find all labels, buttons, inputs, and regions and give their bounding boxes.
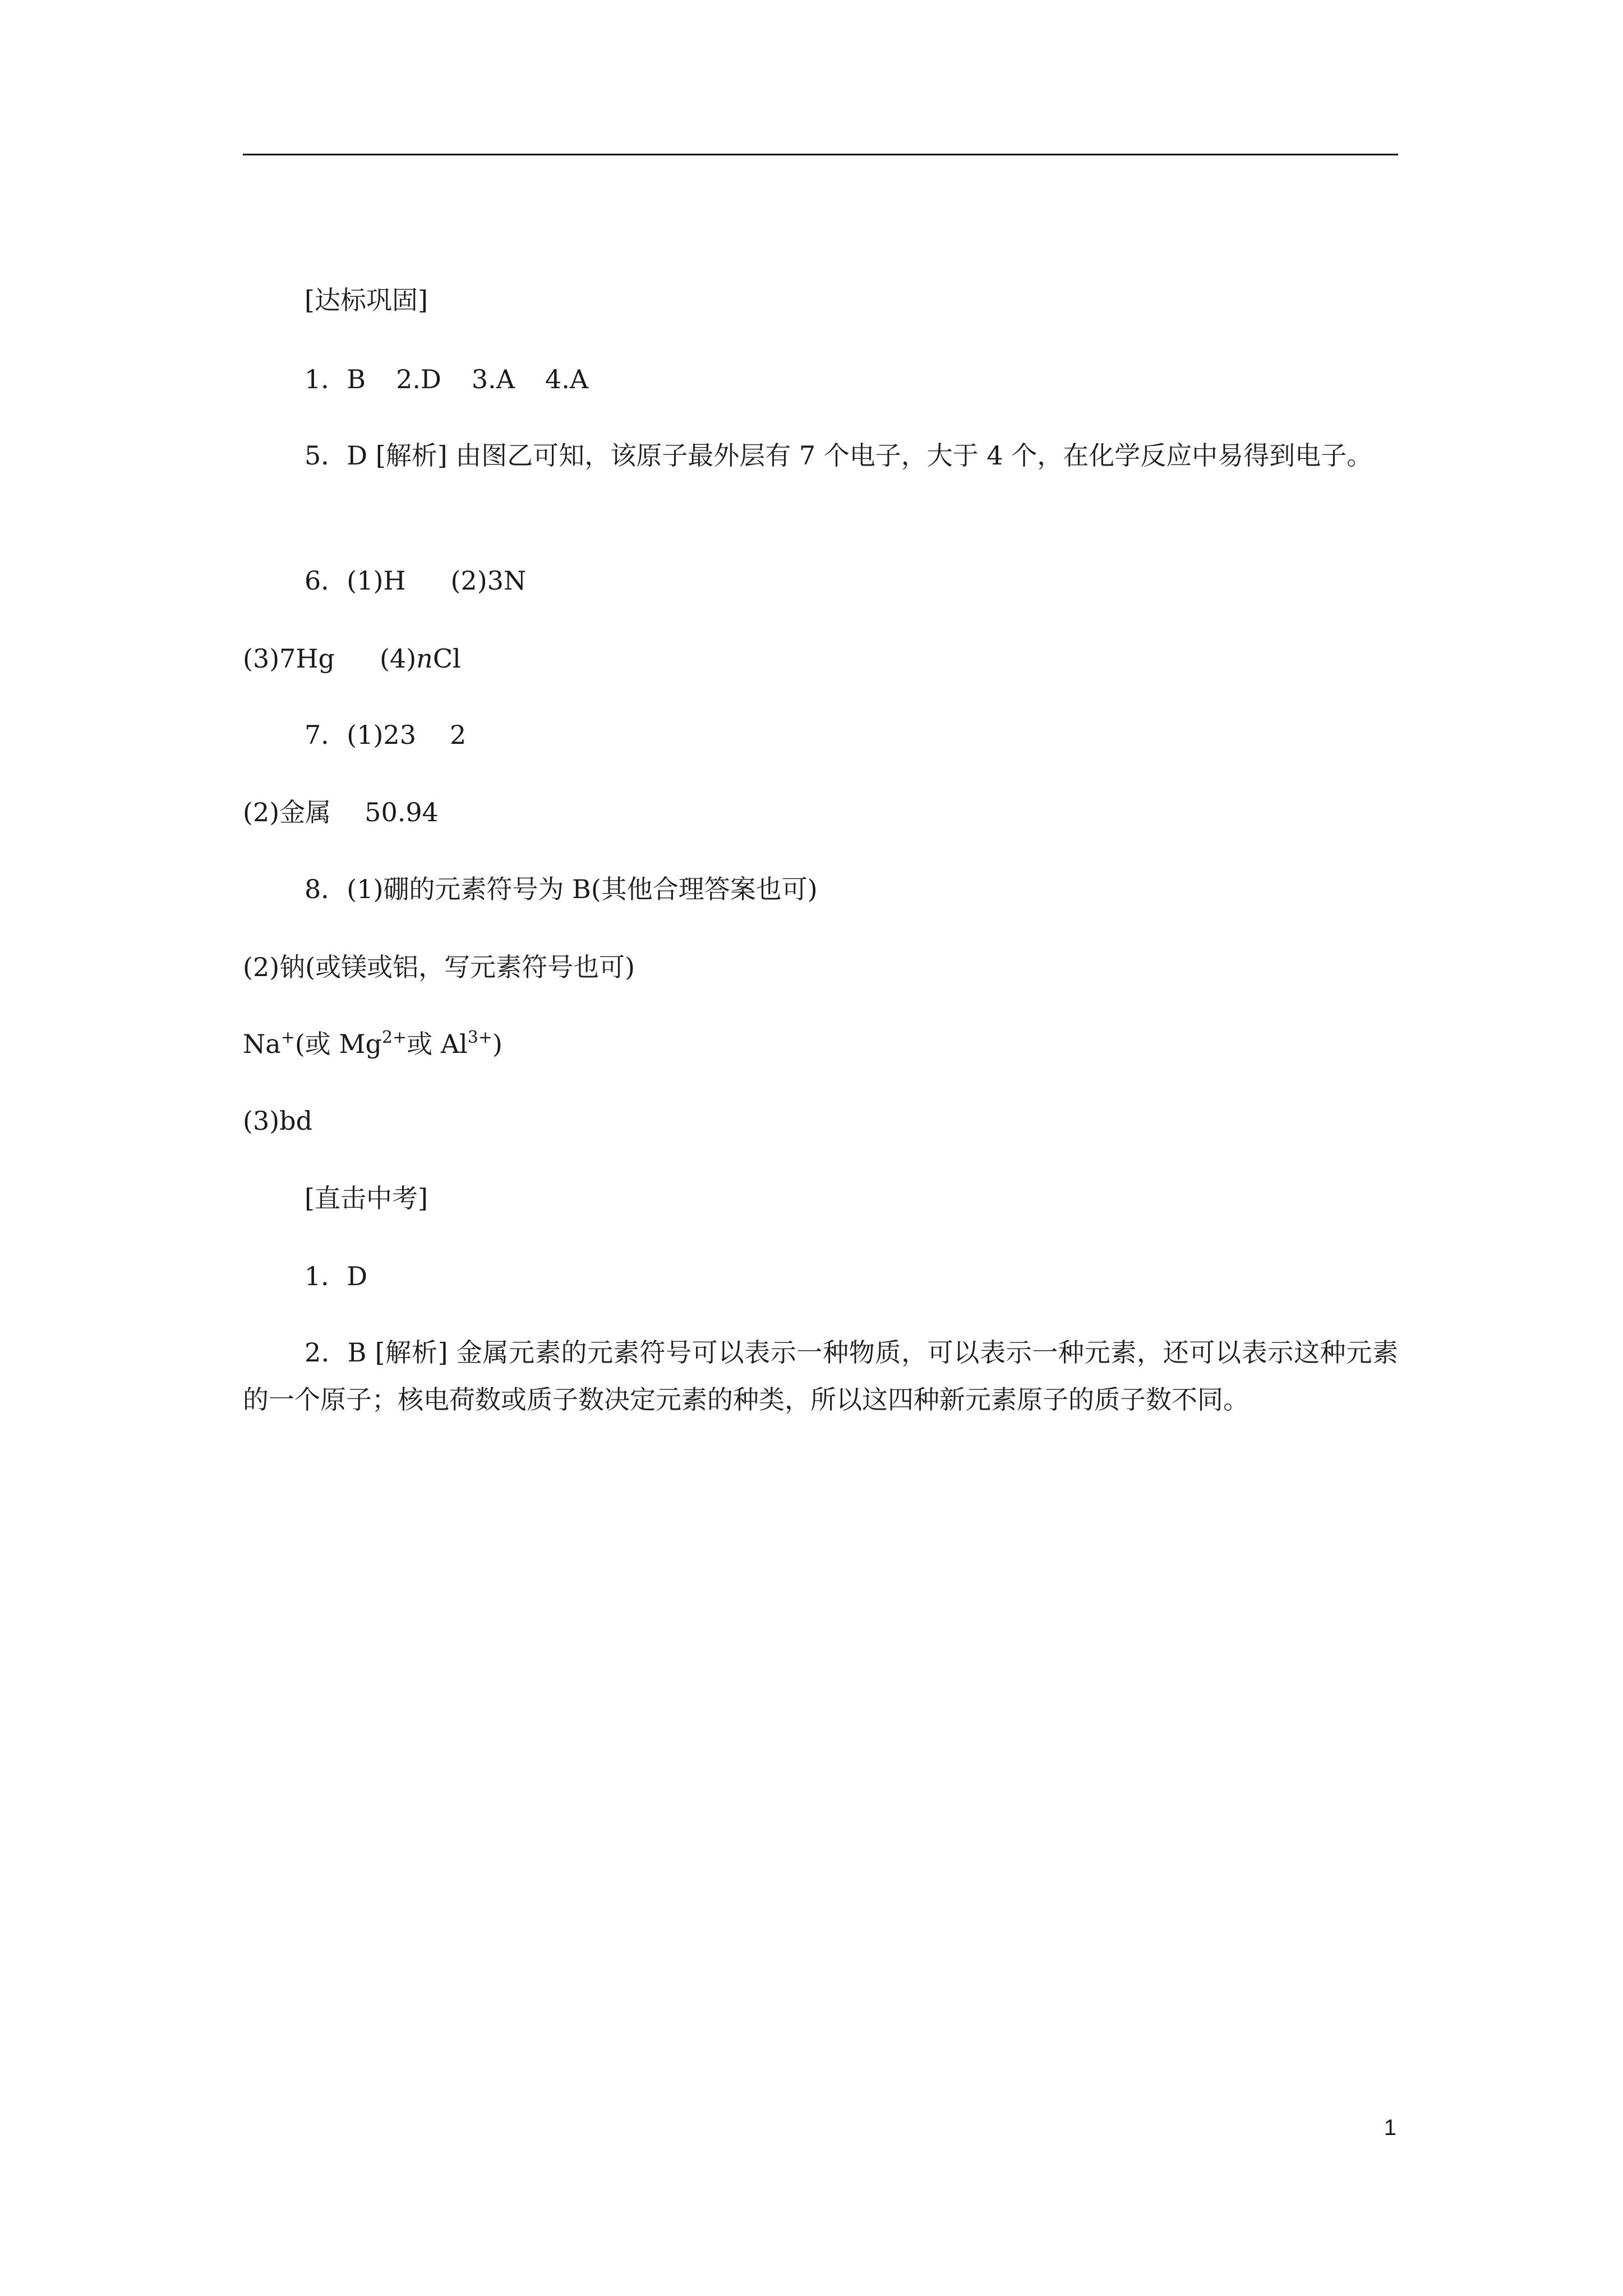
ion-al-charge: 3+ — [467, 1028, 492, 1047]
answer-5-explanation: 5．D [解析] 由图乙可知，该原子最外层有 7 个电子，大于 4 个，在化学反应中易得到电子。 — [305, 440, 1373, 471]
answer-8-line-2: (2)钠(或镁或铝，写元素符号也可) — [243, 952, 635, 982]
answer-7-line-2 — [243, 795, 439, 829]
ion-open: (或 — [294, 1029, 339, 1059]
answer-3: 3.A — [471, 364, 515, 394]
answer-6-part-2: (2)3N — [450, 565, 527, 596]
ion-al: Al — [440, 1029, 468, 1059]
answer-7-part-2-value: 50.94 — [365, 797, 439, 827]
answer-6-part-4-suffix: Cl — [432, 643, 461, 674]
answer-8-ions — [243, 1027, 502, 1061]
answer-6-part-4-italic: n — [416, 643, 433, 674]
answer-1: 1．B — [305, 364, 366, 394]
ion-na-charge: + — [280, 1028, 295, 1047]
answer-6-line-2 — [243, 642, 461, 675]
answer-8-line-1: 8．(1)硼的元素符号为 B(其他合理答案也可) — [305, 874, 818, 904]
answer-7-line-1 — [305, 718, 466, 752]
answer-7-part-1: 7．(1)23 — [305, 720, 416, 750]
exam-answer-2-explanation: 2．B [解析] 金属元素的元素符号可以表示一种物质，可以表示一种元素，还可以表示这种元素的一个原子；核电荷数或质子数决定元素的种类，所以这四种新元素原子的质子数不同。 — [243, 1337, 1398, 1415]
section-heading-practice: [达标巩固] — [305, 285, 428, 315]
ion-mg-charge: 2+ — [381, 1028, 407, 1047]
exam-answer-1: 1．D — [305, 1261, 368, 1291]
answer-6-part-3: (3)7Hg — [243, 643, 335, 674]
answer-6-part-4-prefix: (4) — [380, 643, 417, 674]
ion-na: Na — [243, 1029, 281, 1059]
answer-4: 4.A — [545, 364, 589, 394]
ion-close: ) — [492, 1029, 502, 1059]
header-rule — [243, 154, 1398, 155]
answer-7-part-2: (2)金属 — [243, 797, 331, 827]
answer-6-part-1: 6．(1)H — [305, 565, 406, 596]
ion-or: 或 — [407, 1029, 441, 1059]
answers-1-to-4 — [305, 362, 588, 396]
answer-8-line-4: (3)bd — [243, 1106, 313, 1136]
answer-7-part-1-second: 2 — [449, 720, 467, 750]
answer-6-line-1 — [305, 564, 526, 597]
page-number: 1 — [1384, 2115, 1396, 2140]
section-heading-exam: [直击中考] — [305, 1183, 428, 1213]
ion-mg: Mg — [339, 1029, 382, 1059]
answer-2: 2.D — [396, 364, 441, 394]
